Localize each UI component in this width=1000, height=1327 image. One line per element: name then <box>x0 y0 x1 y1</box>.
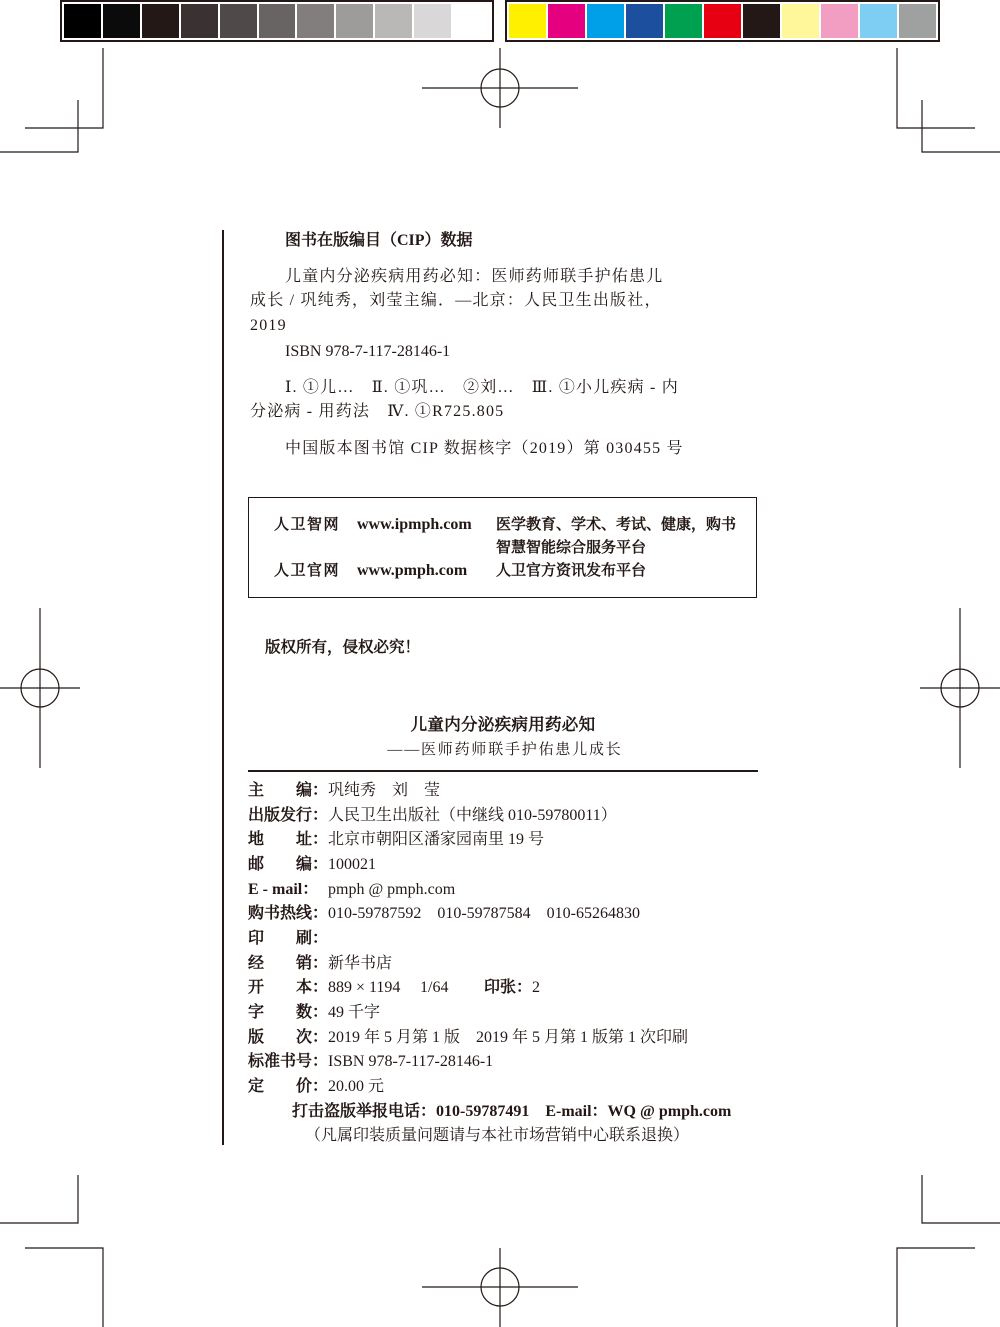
cip-line: 成长 / 巩纯秀，刘莹主编．—北京：人民卫生出版社， <box>250 292 662 309</box>
imprint-details <box>248 779 758 1149</box>
website-url: www.pmph.com <box>357 562 468 579</box>
imprint-value-fold: 1/64 <box>420 979 449 997</box>
imprint-value: 巩纯秀 刘 莹 <box>328 782 441 799</box>
imprint-label: 主 编： <box>248 782 329 799</box>
anti-piracy-hotline: 打击盗版举报电话：010-59787491 E-mail：WQ @ pmph.com <box>292 1102 732 1120</box>
crop-mark-bottom-left <box>0 1175 103 1327</box>
imprint-row-order-hotline <box>248 902 758 927</box>
imprint-value: 新华书店 <box>328 954 393 972</box>
registration-mark-top <box>422 48 578 128</box>
imprint-row-printer <box>248 927 758 952</box>
imprint-label: 印 刷： <box>248 929 329 947</box>
imprint-value: ISBN 978-7-117-28146-1 <box>328 1053 494 1071</box>
cip-line: 儿童内分泌疾病用药必知：医师药师联手护佑患儿 <box>285 268 664 285</box>
registration-mark-left <box>0 608 80 768</box>
registration-crosshair <box>422 48 578 128</box>
website-description: 医学教育、学术、考试、健康，购书 <box>496 517 737 533</box>
crop-mark-bottom-right <box>897 1175 1000 1327</box>
imprint-rule <box>248 770 758 772</box>
cip-line: 2019 <box>250 317 287 334</box>
imprint-label: 版 次： <box>248 1028 329 1046</box>
imprint-sub-label: 印张： <box>484 979 533 997</box>
imprint-value: 49 千字 <box>328 1003 381 1021</box>
website-name: 人卫官网 <box>274 563 341 579</box>
registration-mark-bottom <box>422 1248 578 1327</box>
website-box <box>248 497 757 598</box>
imprint-value: 20.00 元 <box>328 1077 385 1095</box>
cip-line: 分泌病 - 用药法 Ⅳ. ①R725.805 <box>250 403 505 420</box>
imprint-label: E - mail： <box>248 880 319 898</box>
return-notice: （凡属印装质量问题请与本社市场营销中心联系退换） <box>305 1127 690 1145</box>
imprint-value: 889 × 1194 <box>328 979 401 997</box>
imprint-row-edition <box>248 1026 758 1051</box>
website-description: 智慧智能综合服务平台 <box>496 540 647 556</box>
imprint-value: 北京市朝阳区潘家园南里 19 号 <box>328 831 545 849</box>
book-title: 儿童内分泌疾病用药必知 <box>410 715 596 734</box>
gutter-rule <box>222 230 224 1145</box>
imprint-sub-value: 2 <box>532 979 541 997</box>
copyright-notice: 版权所有，侵权必究！ <box>265 639 421 656</box>
imprint-value: 2019 年 5 月第 1 版 2019 年 5 月第 1 版第 1 次印刷 <box>328 1028 689 1046</box>
imprint-value: 010-59787592 010-59787584 010-65264830 <box>328 905 640 923</box>
imprint-row-price <box>248 1075 758 1100</box>
imprint-label: 标准书号： <box>248 1053 329 1071</box>
cip-isbn: ISBN 978-7-117-28146-1 <box>285 343 451 360</box>
imprint-value: pmph @ pmph.com <box>328 880 456 898</box>
imprint-row-isbn <box>248 1050 758 1075</box>
imprint-row-postcode <box>248 853 758 878</box>
imprint-row-editor <box>248 779 758 804</box>
imprint-row-distributor <box>248 952 758 977</box>
registration-crosshair <box>920 608 1000 768</box>
imprint-row-email <box>248 878 758 903</box>
imprint-label: 经 销： <box>248 954 329 972</box>
imprint-row-format <box>248 976 758 1001</box>
imprint-label: 邮 编： <box>248 855 329 873</box>
book-subtitle: ——医师药师联手护佑患儿成长 <box>387 742 623 758</box>
crop-mark-top-left <box>0 48 103 152</box>
cip-line: 中国版本图书馆 CIP 数据核字（2019）第 030455 号 <box>285 440 684 457</box>
imprint-row-publisher <box>248 804 758 829</box>
imprint-label: 地 址： <box>248 831 329 849</box>
registration-crosshair <box>0 608 80 768</box>
website-description: 人卫官方资讯发布平台 <box>496 563 647 579</box>
crop-mark-top-right <box>897 48 1000 152</box>
registration-crosshair <box>422 1248 578 1327</box>
website-url: www.ipmph.com <box>357 516 472 533</box>
imprint-label: 开 本： <box>248 979 329 997</box>
imprint-label: 字 数： <box>248 1003 329 1021</box>
imprint-row-address <box>248 828 758 853</box>
website-name: 人卫智网 <box>274 517 341 533</box>
imprint-row-word-count <box>248 1001 758 1026</box>
imprint-label: 购书热线： <box>248 905 329 923</box>
cip-line: Ⅰ. ①儿… Ⅱ. ①巩… ②刘… Ⅲ. ①小儿疾病 - 内 <box>285 379 679 396</box>
imprint-label: 定 价： <box>248 1077 329 1095</box>
imprint-value: 人民卫生出版社（中继线 010-59780011） <box>328 806 617 824</box>
cip-heading: 图书在版编目（CIP）数据 <box>285 232 473 249</box>
imprint-label: 出版发行： <box>248 806 329 824</box>
imprint-value: 100021 <box>328 855 376 873</box>
registration-mark-right <box>920 608 1000 768</box>
